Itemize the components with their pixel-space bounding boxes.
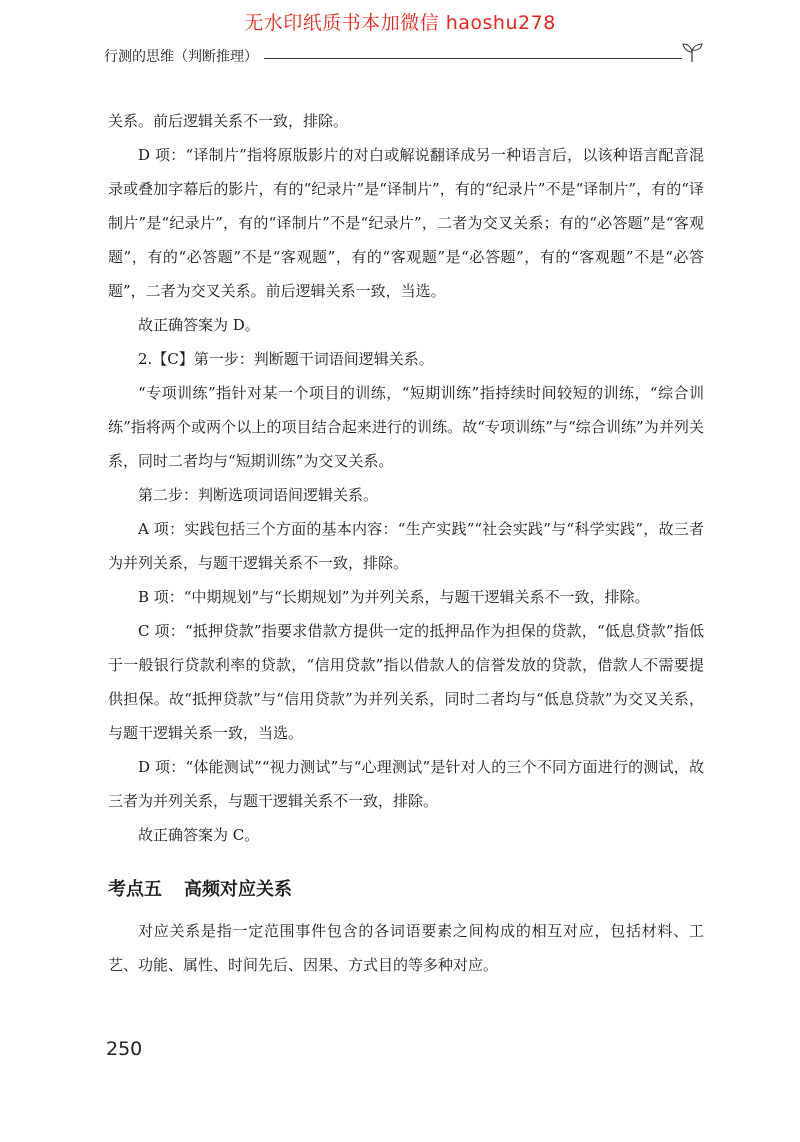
page-number: 250 <box>106 1038 143 1060</box>
header-title: 行测的思维（判断推理） <box>104 46 264 66</box>
paragraph: D 项：“译制片”指将原版影片的对白或解说翻译成另一种语言后，以该种语言配音混录或叠加字幕后的影片，有的“纪录片”是“译制片”，有的“纪录片”不是“译制片”，有的“译制片”是“纪录片”，有的“译制片”不是“纪录片”，二者为交叉关系；有的“必答题”是“客观题”，有的“必答题”不是“客观题”，有的“客观题”是“必答题”，有的“客观题”不是“必答题”，二者为交叉关系。前后逻辑关系一致，当选。 <box>108 146 704 300</box>
paragraph: 2.【C】第一步：判断题干词语间逻辑关系。 <box>138 350 434 368</box>
paragraph: “专项训练”指针对某一个项目的训练，“短期训练”指持续时间较短的训练，“综合训练”指将两个或两个以上的项目结合起来进行的训练。故“专项训练”与“综合训练”为并列关系，同时二者均与“短期训练”为交叉关系。 <box>108 384 704 470</box>
section-label: 考点五 <box>108 879 162 900</box>
section-body <box>108 914 704 982</box>
paragraph: 关系。前后逻辑关系不一致，排除。 <box>108 112 349 130</box>
page-content <box>108 104 704 982</box>
paragraph: 故正确答案为 D。 <box>138 316 260 334</box>
sprout-leaf-icon <box>680 40 704 64</box>
running-header <box>104 46 704 68</box>
answer-explanation <box>108 104 704 852</box>
paragraph: B 项：“中期规划”与“长期规划”为并列关系，与题干逻辑关系不一致，排除。 <box>138 588 650 606</box>
paragraph: C 项：“抵押贷款”指要求借款方提供一定的抵押品作为担保的贷款，“低息贷款”指低于一般银行贷款利率的贷款，“信用贷款”指以借款人的信誉发放的贷款，借款人不需要提供担保。故“抵押贷款”与“信用贷款”为并列关系，同时二者均与“低息贷款”为交叉关系，与题干逻辑关系一致，当选。 <box>108 622 704 742</box>
paragraph: D 项：“体能测试”“视力测试”与“心理测试”是针对人的三个不同方面进行的测试，故三者为并列关系，与题干逻辑关系不一致，排除。 <box>108 758 704 810</box>
section-title: 高频对应关系 <box>184 879 292 900</box>
watermark-text: 无水印纸质书本加微信 haoshu278 <box>244 12 556 34</box>
paragraph: 第二步：判断选项词语间逻辑关系。 <box>138 486 379 504</box>
paragraph: 故正确答案为 C。 <box>138 826 260 844</box>
section-heading <box>108 874 704 906</box>
paragraph: A 项：实践包括三个方面的基本内容：“生产实践”“社会实践”与“科学实践”，故三者为并列关系，与题干逻辑关系不一致，排除。 <box>108 520 704 572</box>
paragraph: 对应关系是指一定范围事件包含的各词语要素之间构成的相互对应，包括材料、工艺、功能、属性、时间先后、因果、方式目的等多种对应。 <box>108 922 704 974</box>
